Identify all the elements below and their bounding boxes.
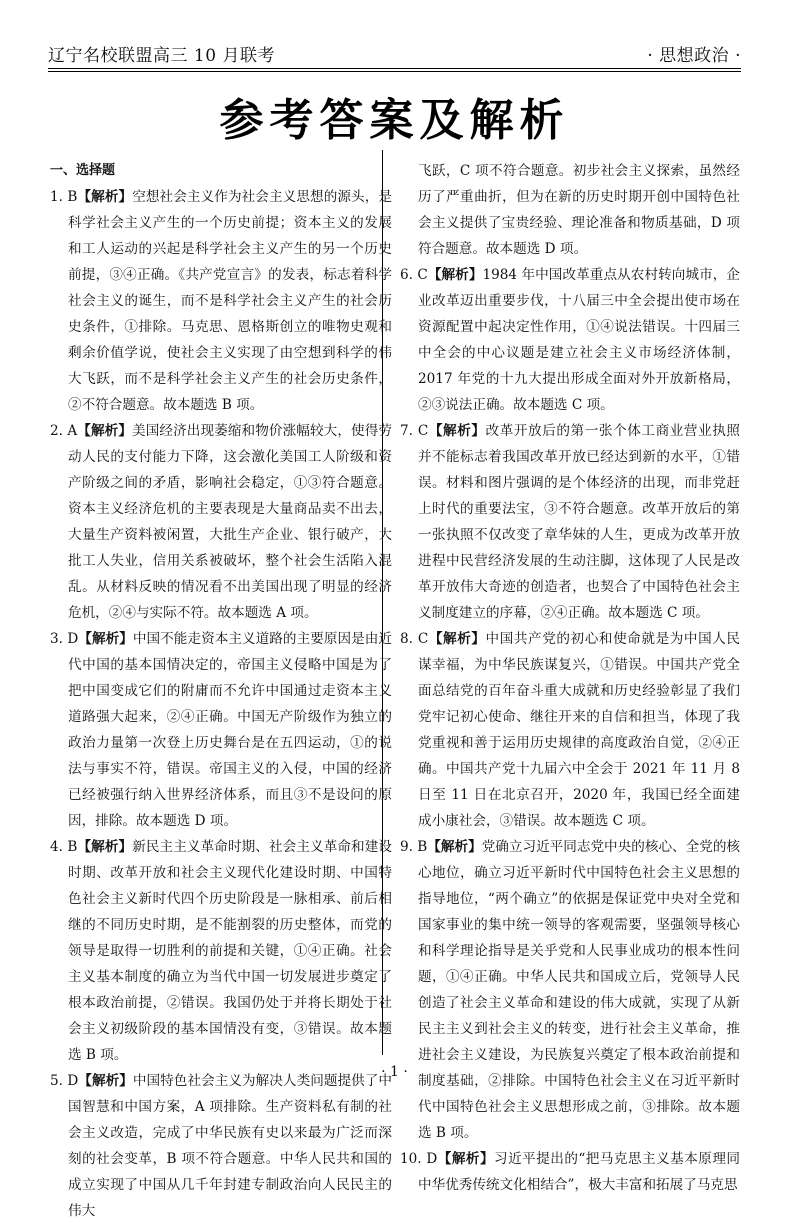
answer-item — [50, 626, 392, 834]
analysis-tag: 【解析】 — [437, 1151, 495, 1167]
answer-text: 中国共产党的初心和使命就是为中国人民谋幸福，为中华民族谋复兴，①错误。中国共产党全面总结党的百年奋斗重大成就和历史经验彰显了我们党牢记初心使命、继往开来的自信和担当，体现了我党重视和善于运用历史规律的高度政治自觉，②④正确。中国共产党十九届六中全会于 2021 年 11 月 8 日至 11 日在北京召开，2020 年，我国已经全面建成小康社会，③错误。故本题选 C 项。 — [418, 631, 741, 829]
analysis-tag: 【解析】 — [427, 839, 482, 855]
answer-text: 党确立习近平同志党中央的核心、全党的核心地位，确立习近平新时代中国特色社会主义思想的指导地位，“两个确立”的依据是保证党中央对全党和国家事业的集中统一领导的客观需要，坚强领导核心和科学理论指导是关乎党和人民事业成功的根本性问题，①④正确。中华人民共和国成立后，党领导人民创造了社会主义革命和建设的伟大成就，实现了从新民主主义到社会主义的转变，进行社会主义革命，推进社会主义建设，为民族复兴奠定了根本政治前提和制度基础，②排除。中国特色社会主义在习近平新时代中国特色社会主义思想形成之前，③排除。故本题选 B 项。 — [418, 839, 741, 1141]
answer-number: 5. D — [50, 1073, 79, 1089]
answer-item — [400, 1146, 740, 1198]
answer-item — [50, 1068, 392, 1224]
analysis-tag: 【解析】 — [77, 423, 133, 439]
answer-item — [50, 418, 392, 626]
analysis-tag: 【解析】 — [77, 839, 133, 855]
header-subject: · 思想政治 · — [647, 45, 741, 66]
analysis-tag: 【解析】 — [428, 631, 486, 647]
page-title: 参考答案及解析 — [219, 95, 570, 146]
answer-item — [50, 184, 392, 418]
analysis-tag: 【解析】 — [78, 631, 133, 647]
answer-number: 10. D — [400, 1151, 438, 1167]
header-rule — [48, 71, 741, 72]
answer-text: 1984 年中国改革重点从农村转向城市，企业改革迈出重要步伐，十八届三中全会提出使市场在资源配置中起决定性作用，①④说法错误。十四届三中全会的中心议题是建立社会主义市场经济体制，2017 年党的十九大提出形成全面对外开放新格局，②③说法正确。故本题选 C 项。 — [418, 267, 740, 413]
analysis-tag: 【解析】 — [428, 423, 486, 439]
answer-item — [400, 418, 740, 626]
answer-text: 改革开放后的第一张个体工商业营业执照并不能标志着我国改革开放已经达到新的水平，①错误。材料和图片强调的是个体经济的出现，而非党赶上时代的重要法宝，③不符合题意。改革开放后的第一张执照不仅改变了章华妹的人生，更成为改革开放进程中民营经济发展的生动注脚，这体现了人民是改革开放伟大奇迹的创造者，也契合了中国特色社会主义制度建立的序幕，②④正确。故本题选 C 项。 — [418, 423, 741, 621]
answer-text: 空想社会主义作为社会主义思想的源头，是科学社会主义产生的一个历史前提；资本主义的发展和工人运动的兴起是科学社会主义产生的另一个历史前提，③④正确。《共产党宣言》的发表，标志着科学社会主义的诞生，而不是科学社会主义产生的社会历史条件，①排除。马克思、恩格斯创立的唯物史观和剩余价值学说，使社会主义实现了由空想到科学的伟大飞跃，而不是科学社会主义产生的社会历史条件，②不符合题意。故本题选 B 项。 — [68, 189, 393, 413]
answer-text: 中国不能走资本主义道路的主要原因是由近代中国的基本国情决定的，帝国主义侵略中国是为了把中国变成它们的附庸而不允许中国通过走资本主义道路强大起来，②④正确。中国无产阶级作为独立的政治力量第一次登上历史舞台是在五四运动，①的说法与事实不符，错误。帝国主义的入侵，中国的经济已经被强行纳入世界经济体系，而且③不是设问的原因，排除。故本题选 D 项。 — [68, 631, 393, 829]
analysis-tag: 【解析】 — [78, 1073, 133, 1089]
right-column — [400, 158, 740, 1198]
header-exam-name: 辽宁名校联盟高三 10 月联考 — [48, 45, 275, 66]
analysis-tag: 【解析】 — [427, 267, 483, 283]
analysis-tag: 【解析】 — [77, 189, 133, 205]
answer-number: 4. B — [50, 839, 78, 855]
column-divider — [382, 150, 383, 1055]
answer-number: 9. B — [400, 839, 428, 855]
answer-item — [400, 262, 740, 418]
answer-text: 新民主主义革命时期、社会主义革命和建设时期、改革开放和社会主义现代化建设时期、中国特色社会主义新时代四个历史阶段是一脉相承、前后相继的不同历史时期，是不能割裂的历史整体，而党的领导是取得一切胜利的前提和关键，①④正确。社会主义基本制度的确立为当代中国一切发展进步奠定了根本政治前提，②错误。我国仍处于并将长期处于社会主义初级阶段的基本国情没有变，③错误。故本题选 B 项。 — [68, 839, 393, 1063]
page-number: · 1 · — [381, 1064, 408, 1080]
answer-text: 美国经济出现萎缩和物价涨幅较大，使得劳动人民的支付能力下降，这会激化美国工人阶级和资产阶级之间的矛盾，影响社会稳定，①③符合题意。资本主义经济危机的主要表现是大量商品卖不出去，大量生产资料被闲置，大批生产企业、银行破产，大批工人失业，信用关系被破坏，整个社会生活陷入混乱。从材料反映的情况看不出美国出现了明显的经济危机，②④与实际不符。故本题选 A 项。 — [68, 423, 393, 621]
answer-item — [400, 834, 740, 1146]
answer-number: 7. C — [400, 423, 429, 439]
answer-number: 2. A — [50, 423, 78, 439]
answer-number: 1. B — [50, 189, 78, 205]
answer-number: 6. C — [400, 267, 428, 283]
section-heading: 一、选择题 — [50, 163, 116, 178]
page-header — [48, 38, 741, 69]
answer-item — [50, 834, 392, 1068]
answer-number: 3. D — [50, 631, 79, 647]
answer-item — [400, 626, 740, 834]
answer-text: 中国特色社会主义为解决人类问题提供了中国智慧和中国方案，A 项排除。生产资料私有制的社会主义改造，完成了中华民族有史以来最为广泛而深刻的社会变革，B 项不符合题意。中华人民共和国的成立实现了中国从几千年封建专制政治向人民民主的伟大 — [68, 1073, 393, 1219]
answer-text: 习近平提出的“把马克思主义基本原理同中华优秀传统文化相结合”，极大丰富和拓展了马克思 — [418, 1151, 741, 1193]
answer-number: 8. C — [400, 631, 429, 647]
answer-text: 飞跃，C 项不符合题意。初步社会主义探索，虽然经历了严重曲折，但为在新的历史时期开创中国特色社会主义提供了宝贵经验、理论准备和物质基础，D 项符合题意。故本题选 D 项。 — [418, 163, 740, 257]
answer-item — [400, 158, 740, 262]
